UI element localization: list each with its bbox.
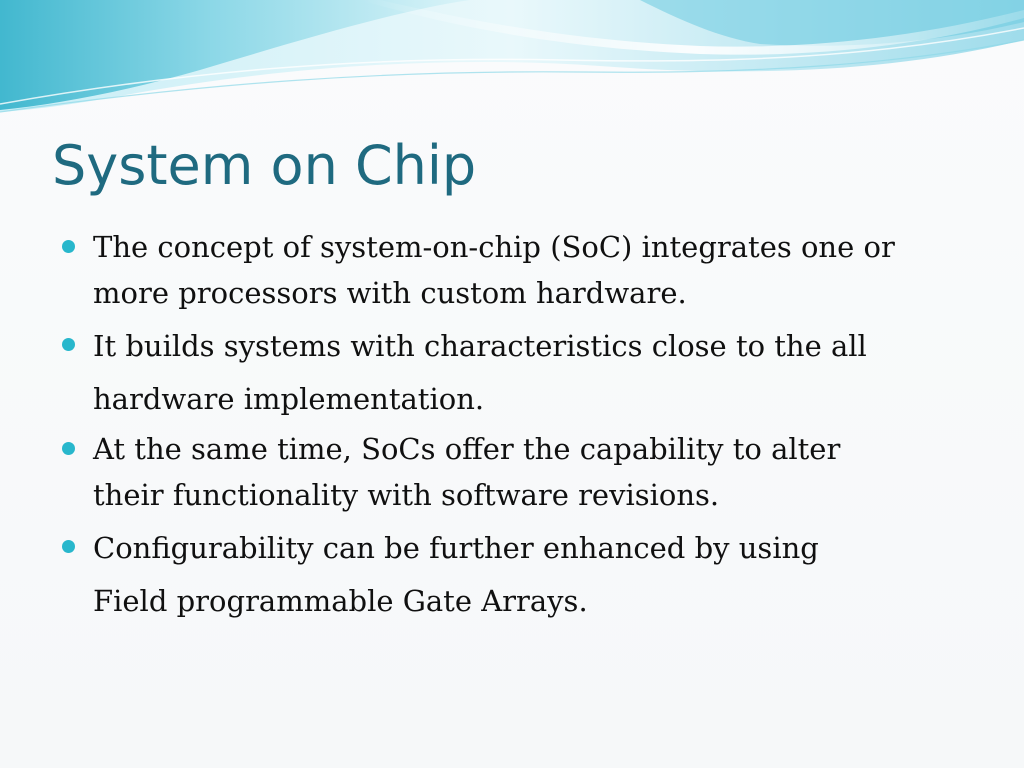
bullet-list (62, 224, 982, 628)
bullet-text-line: hardware implementation. (93, 382, 485, 416)
header-wave-decoration (0, 0, 1024, 130)
bullet-text-line: The concept of system-on-chip (SoC) integrates one or (93, 230, 895, 264)
bullet-item (62, 320, 982, 426)
bullet-text-line: Field programmable Gate Arrays. (93, 584, 588, 618)
bullet-marker-icon (62, 338, 75, 351)
bullet-text-line: more processors with custom hardware. (93, 276, 687, 310)
bullet-item (62, 522, 982, 628)
slide-title: System on Chip (52, 134, 477, 197)
bullet-text-line: Configurability can be further enhanced by using (93, 531, 819, 565)
bullet-text-line: It builds systems with characteristics close to the all (93, 329, 867, 363)
bullet-marker-icon (62, 442, 75, 455)
bullet-item (62, 224, 982, 316)
bullet-marker-icon (62, 240, 75, 253)
bullet-item (62, 426, 982, 518)
bullet-text-line: At the same time, SoCs offer the capability to alter (93, 432, 841, 466)
bullet-marker-icon (62, 540, 75, 553)
bullet-text-line: their functionality with software revisions. (93, 478, 720, 512)
